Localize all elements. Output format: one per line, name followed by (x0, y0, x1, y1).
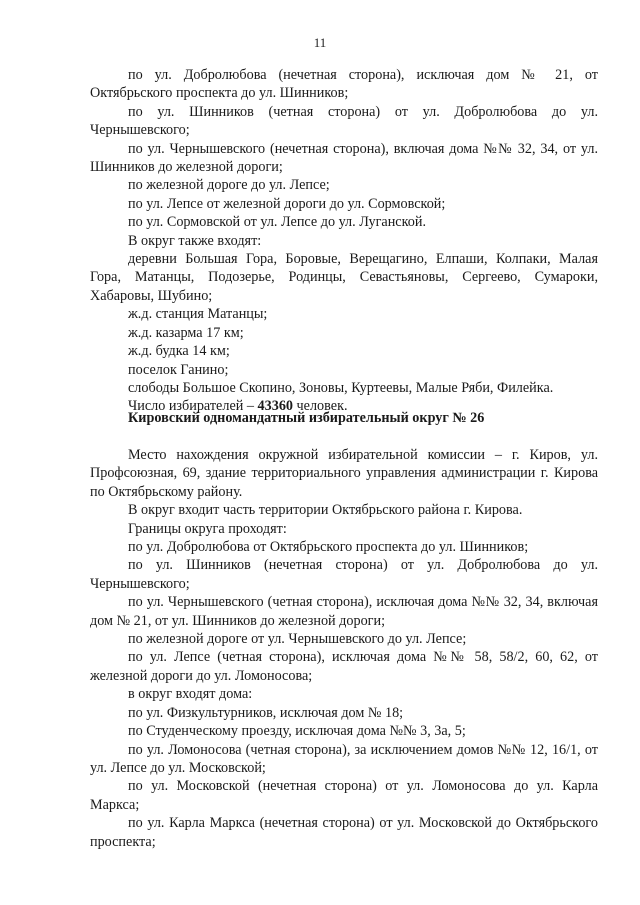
paragraph: ж.д. будка 14 км; (128, 343, 230, 360)
paragraph: по ул. Чернышевского (четная сторона), исключая дома №№ 32, 34, включая дом № 21, от ул. Шинников до железной дороги; (90, 594, 598, 629)
paragraph: по ул. Физкультурников, исключая дом № 18; (128, 704, 404, 721)
district-26-heading-block (90, 409, 598, 427)
paragraph: по железной дороге до ул. Лепсе; (128, 177, 330, 194)
paragraph: по ул. Добролюбова (нечетная сторона), исключая дом № 21, от Октябрьского проспекта до ул. Шинников; (90, 67, 598, 102)
voters-suffix: человек. (293, 398, 348, 415)
paragraph: по ул. Шинников (нечетная сторона) от ул. Добролюбова до ул. Чернышевского; (90, 557, 598, 592)
section-heading (90, 409, 598, 427)
paragraph: по железной дороге от ул. Чернышевского до ул. Лепсе; (128, 631, 467, 648)
paragraph: ж.д. казарма 17 км; (128, 324, 244, 341)
paragraph: по ул. Сормовской от ул. Лепсе до ул. Луганской. (128, 214, 427, 231)
paragraph: по ул. Чернышевского (нечетная сторона), включая дома №№ 32, 34, от ул. Шинников до железной дороги; (90, 140, 598, 176)
paragraph: поселок Ганино; (128, 361, 229, 378)
paragraph: деревни Большая Гора, Боровые, Верещагино, Елпаши, Колпаки, Малая Гора, Матанцы, Подозерье, Родинцы, Севастьяновы, Сергеево, Сумароки, Хабаровы, Шубино; (90, 251, 598, 304)
paragraph: Границы округа проходят: (128, 520, 287, 537)
paragraph: по ул. Лепсе (четная сторона), исключая дома №№ 58, 58/2, 60, 62, от железной дороги до ул. Ломоносова; (90, 649, 598, 684)
paragraph: по ул. Московской (нечетная сторона) от ул. Ломоносова до ул. Карла Маркса; (90, 778, 598, 813)
paragraph: по ул. Лепсе от железной дороги до ул. Сормовской; (128, 195, 446, 212)
paragraph: по Студенческому проезду, исключая дома №№ 3, 3а, 5; (128, 723, 466, 740)
paragraph: в округ входят дома: (128, 686, 253, 703)
paragraph: слободы Большое Скопино, Зоновы, Куртеевы, Малые Ряби, Филейка. (128, 379, 554, 396)
district-boundaries-section (90, 66, 598, 416)
paragraph: по ул. Шинников (четная сторона) от ул. Добролюбова до ул. Чернышевского; (90, 103, 598, 139)
paragraph: по ул. Ломоносова (четная сторона), за исключением домов №№ 12, 16/1, от ул. Лепсе до ул. Московской; (90, 741, 598, 776)
voters-count: 43360 (257, 398, 293, 415)
heading-number: 26 (470, 410, 485, 426)
paragraph: В округ также входят: (128, 232, 262, 249)
paragraph: В округ входит часть территории Октябрьского района г. Кирова. (128, 502, 523, 519)
voters-prefix: Число избирателей – (128, 398, 258, 415)
page-number: 11 (313, 35, 327, 50)
district-26-section (90, 446, 598, 851)
heading-text: Кировский одномандатный избирательный округ № (128, 410, 471, 426)
paragraph: по ул. Карла Маркса (нечетная сторона) от ул. Московской до Октябрьского проспекта; (90, 815, 598, 850)
paragraph: ж.д. станция Матанцы; (128, 306, 268, 323)
paragraph: по ул. Добролюбова от Октябрьского проспекта до ул. Шинников; (128, 539, 529, 556)
paragraph: Место нахождения окружной избирательной комиссии – г. Киров, ул. Профсоюзная, 69, здание территориального управления администрации г. Кирова по Октябрьскому району. (90, 447, 598, 500)
